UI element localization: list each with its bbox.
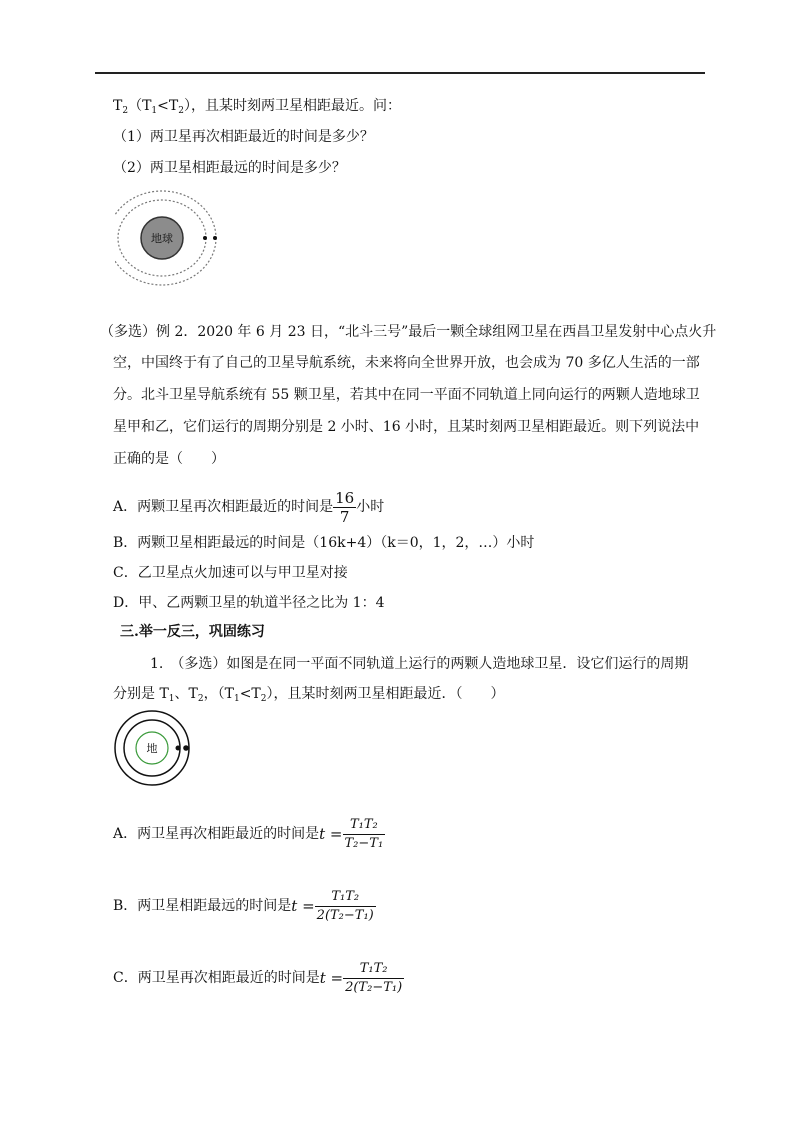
intro-text: （T	[128, 98, 152, 114]
subscript: 1	[168, 694, 175, 704]
practice-text: 分别是 T	[113, 686, 169, 702]
formula-denominator: T₂−T₁	[344, 835, 384, 851]
satellite-outer-dot	[213, 236, 217, 240]
practice1-line2	[113, 684, 505, 706]
orbit-figure-1	[115, 189, 225, 289]
formula-numerator: T₁T₂	[315, 888, 376, 907]
option-c-text: C．两卫星再次相距最近的时间是	[113, 970, 320, 986]
practice-option-b	[113, 884, 376, 928]
practice-text: 、T	[174, 686, 198, 702]
subscript: 2	[260, 694, 267, 704]
practice-option-a	[113, 812, 385, 856]
option-a-text: A．两卫星再次相距最近的时间是	[113, 826, 320, 842]
satellite-inner-dot	[203, 236, 207, 240]
intro-text: <T	[157, 98, 179, 114]
subscript: 1	[151, 106, 158, 116]
fraction-numerator: 16	[335, 488, 355, 507]
formula-denominator: 2(T₂−T₁)	[345, 979, 403, 995]
intro-text: T	[113, 98, 123, 114]
formula-fraction	[315, 888, 376, 925]
example2-option-d: D．甲、乙两颗卫星的轨道半径之比为 1：4	[113, 595, 385, 611]
orbit-figure-2	[112, 708, 192, 788]
formula-t-equals: t =	[319, 825, 343, 843]
example2-line5: 正确的是（ ）	[113, 451, 225, 467]
section-heading: 三.举一反三，巩固练习	[120, 624, 265, 640]
example2-option-a	[113, 487, 384, 527]
question-2: （2）两卫星相距最远的时间是多少？	[113, 160, 346, 176]
example2-line4: 星甲和乙，它们运行的周期分别是 2 小时、16 小时，且某时刻两卫星相距最近。则下列说法中	[113, 419, 700, 435]
formula-denominator: 2(T₂−T₁)	[316, 907, 374, 923]
subscript: 2	[122, 106, 129, 116]
formula-t-equals: t =	[319, 969, 344, 987]
example2-line1: （多选）例 2．2020 年 6 月 23 日，“北斗三号”最后一颗全球组网卫星在西昌卫星发射中心点火升	[100, 324, 717, 340]
fraction-denominator: 7	[339, 507, 350, 526]
earth-label: 地	[146, 742, 158, 755]
practice-text: ，（T	[203, 686, 234, 702]
option-a-text: A．两颗卫星再次相距最近的时间是	[113, 499, 334, 515]
header-rule	[95, 72, 705, 74]
subscript: 2	[178, 106, 184, 116]
practice-text: ），且某时刻两卫星相距最近．（ ）	[266, 686, 505, 702]
subscript: 2	[197, 694, 204, 704]
formula-fraction	[343, 960, 404, 997]
satellite-outer-dot	[183, 745, 189, 751]
fraction-16-7	[333, 489, 356, 526]
practice-option-c	[113, 956, 404, 1000]
practice1-line1: 1. （多选）如图是在同一平面不同轨道上运行的两颗人造地球卫星．设它们运行的周期	[150, 656, 689, 672]
formula-numerator: T₁T₂	[343, 816, 386, 835]
intro-text: ），且某时刻两卫星相距最近。问：	[183, 98, 401, 114]
satellite-inner-dot	[176, 746, 181, 751]
example2-option-c: C．乙卫星点火加速可以与甲卫星对接	[113, 565, 348, 581]
question-1: （1）两卫星再次相距最近的时间是多少？	[113, 129, 374, 145]
example2-line3: 分。北斗卫星导航系统有 55 颗卫星，若其中在同一平面不同轨道上同向运行的两颗人造地球卫	[113, 387, 700, 403]
example2-line2: 空，中国终于有了自己的卫星导航系统，未来将向全世界开放，也会成为 70 多亿人生活的一部	[113, 355, 700, 371]
intro-line1	[113, 96, 401, 118]
option-a-unit: 小时	[356, 499, 385, 515]
example2-option-b: B．两颗卫星相距最远的时间是（16k+4）（k＝0，1，2，…）小时	[113, 535, 535, 551]
subscript: 1	[233, 694, 240, 704]
formula-fraction	[343, 816, 386, 853]
formula-t-equals: t =	[291, 897, 315, 915]
practice-text: <T	[239, 686, 261, 702]
option-b-text: B．两卫星相距最远的时间是	[113, 898, 292, 914]
earth-label: 地球	[151, 232, 173, 245]
formula-numerator: T₁T₂	[343, 960, 404, 979]
